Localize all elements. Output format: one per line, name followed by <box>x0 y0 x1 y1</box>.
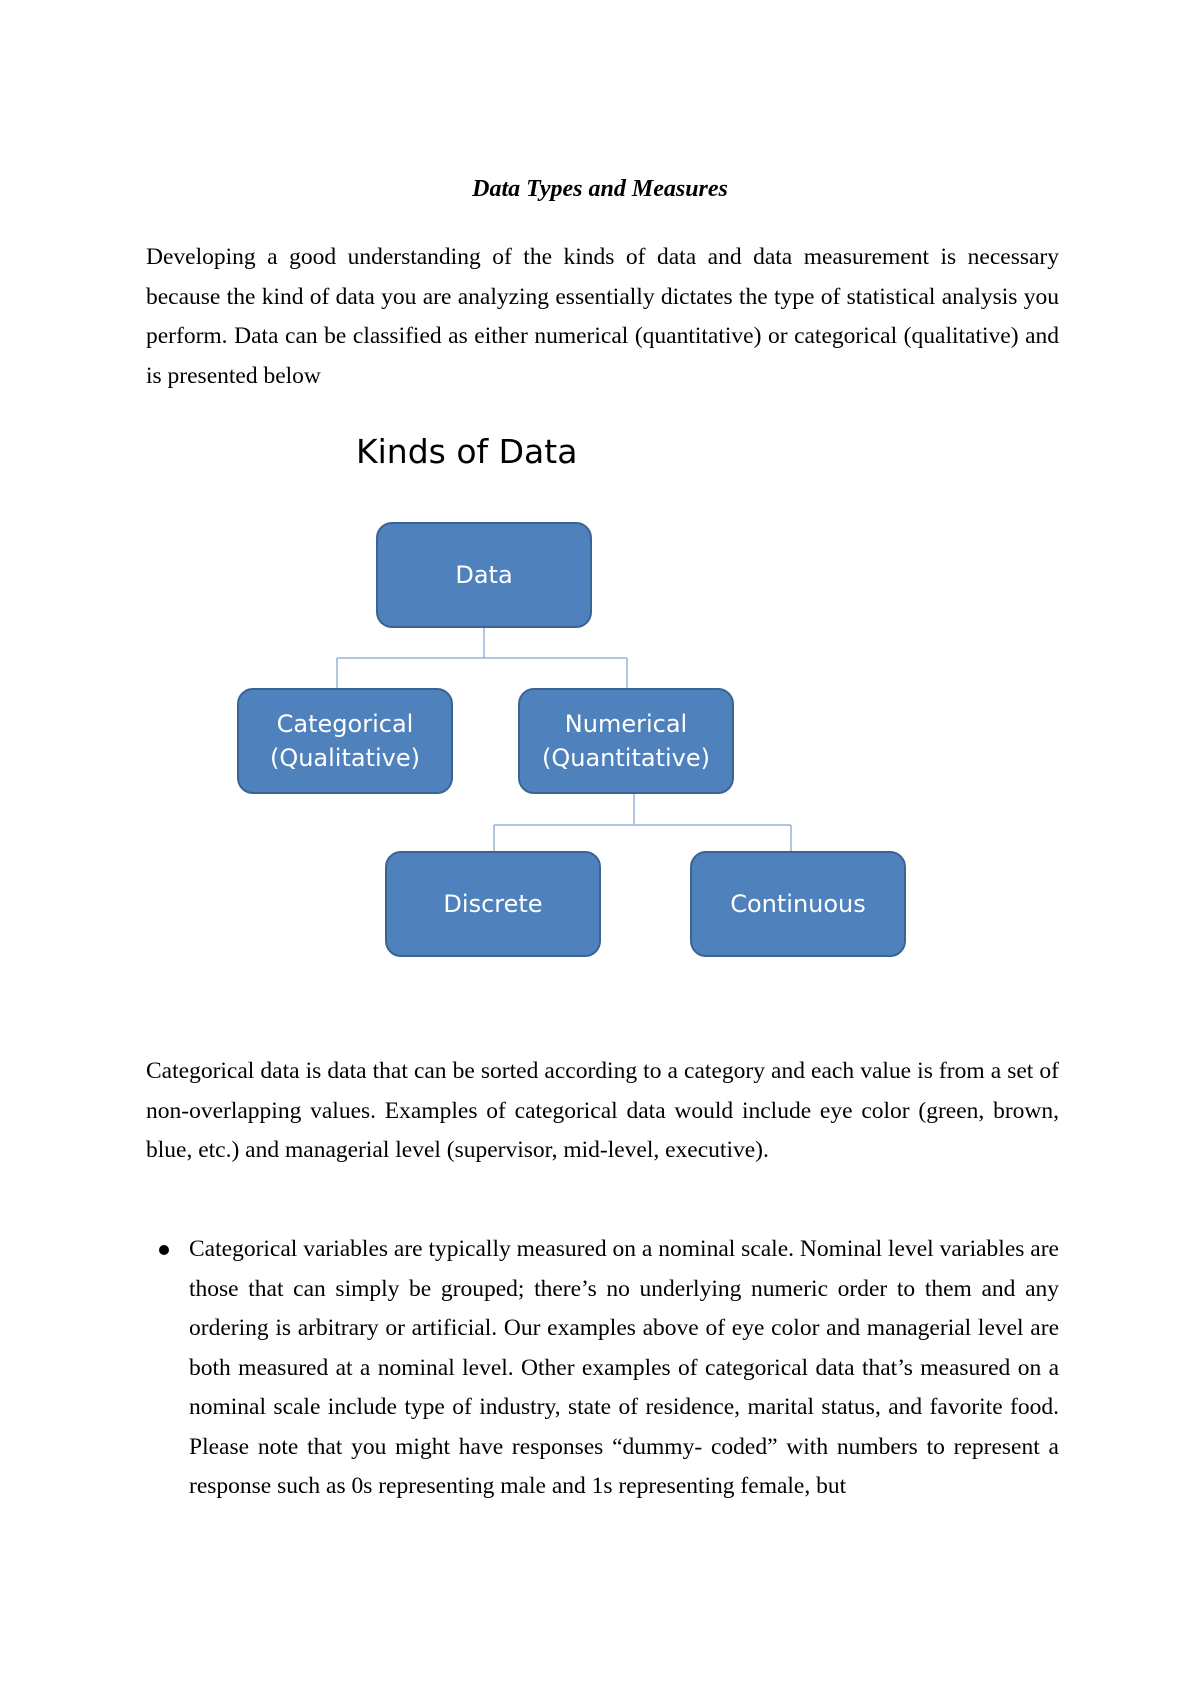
node-continuous-label: Continuous <box>730 890 866 918</box>
node-numerical <box>518 688 734 794</box>
list-item <box>146 1230 1059 1507</box>
node-continuous <box>690 851 906 957</box>
bullet-icon <box>159 1245 169 1255</box>
intro-paragraph: Developing a good understanding of the kinds of data and data measurement is necessary because the kind of data you are analyzing essentially dictates the type of statistical analysis you perform. Data can be classified as either numerical (quantitative) or categorical (qualitative) and is presented below <box>146 244 1059 389</box>
connector-data-to-children <box>337 628 627 688</box>
categorical-paragraph: Categorical data is data that can be sorted according to a category and each value is from a set of non-overlapping values. Examples of categorical data would include eye color (green, brown, blue, etc.) and managerial level (supervisor, mid-level, executive). <box>146 1058 1059 1163</box>
node-data-label: Data <box>455 561 513 589</box>
diagram-title: Kinds of Data <box>356 432 578 471</box>
node-data <box>376 522 592 628</box>
node-discrete <box>385 851 601 957</box>
connector-numerical-to-children <box>494 794 791 851</box>
node-categorical <box>237 688 453 794</box>
node-discrete-label: Discrete <box>443 890 543 918</box>
node-numerical-label: Numerical (Quantitative) <box>542 710 710 772</box>
node-categorical-label: Categorical (Qualitative) <box>269 710 421 772</box>
bullet-text: Categorical variables are typically measured on a nominal scale. Nominal level variables are those that can simply be grouped; there’s no underlying numeric order to them and any ordering is arbitrary or artificial. Our examples above of eye color and managerial level are both measured at a nominal level. Other examples of categorical data that’s measured on a nominal scale include type of industry, state of residence, marital status, and favorite food. Please note that you might have responses “dummy- coded” with numbers to represent a response such as 0s representing male and 1s representing female, but <box>189 1236 1059 1499</box>
bullet-list <box>146 1230 1059 1507</box>
document-title: Data Types and Measures <box>472 176 728 202</box>
